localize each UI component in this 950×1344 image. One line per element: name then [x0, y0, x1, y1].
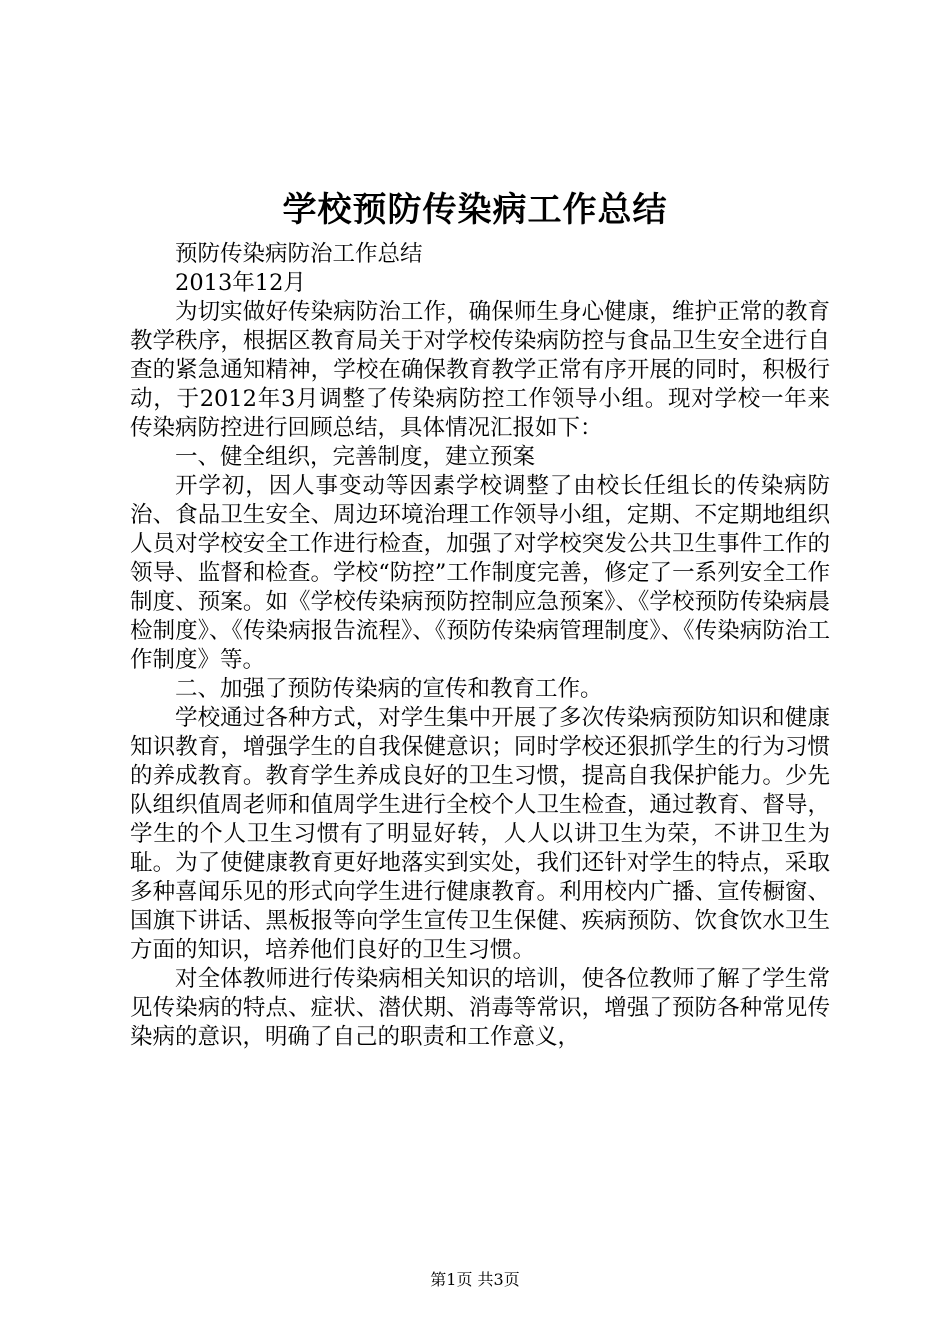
date-paragraph: 2013年12月 — [175, 270, 306, 296]
body-paragraph: 对全体教师进行传染病相关知识的培训，使各位教师了解了学生常见传染病的特点、症状、潜伏期、消毒等常识，增强了预防各种常见传染病的意识，明确了自己的职责和工作意义， — [130, 966, 830, 1050]
document-body — [130, 240, 830, 1052]
section-heading: 二、加强了预防传染病的宣传和教育工作。 — [175, 676, 603, 702]
body-paragraph: 学校通过各种方式，对学生集中开展了多次传染病预防知识和健康知识教育，增强学生的自我保健意识；同时学校还狠抓学生的行为习惯的养成教育。教育学生养成良好的卫生习惯，提高自我保护能力。少先队组织值周老师和值周学生进行全校个人卫生检查，通过教育、督导，学生的个人卫生习惯有了明显好转，人人以讲卫生为荣，不讲卫生为耻。为了使健康教育更好地落实到实处，我们还针对学生的特点，采取多种喜闻乐见的形式向学生进行健康教育。利用校内广播、宣传橱窗、国旗下讲话、黑板报等向学生宣传卫生保健、疾病预防、饮食饮水卫生方面的知识，培养他们良好的卫生习惯。 — [130, 705, 830, 963]
document-title: 学校预防传染病工作总结 — [282, 190, 668, 230]
body-paragraph: 开学初，因人事变动等因素学校调整了由校长任组长的传染病防治、食品卫生安全、周边环境治理工作领导小组，定期、不定期地组织人员对学校安全工作进行检查，加强了对学校突发公共卫生事件工作的领导、监督和检查。学校“防控”工作制度完善，修定了一系列安全工作制度、预案。如《学校传染病预防控制应急预案》、《学校预防传染病晨检制度》、《传染病报告流程》、《预防传染病管理制度》、《传染病防治工作制度》等。 — [130, 473, 830, 673]
page-indicator: 第1页 共3页 — [430, 1270, 520, 1289]
subtitle-paragraph: 预防传染病防治工作总结 — [175, 241, 423, 267]
section-heading: 一、健全组织，完善制度，建立预案 — [175, 444, 536, 470]
body-paragraph: 为切实做好传染病防治工作，确保师生身心健康，维护正常的教育教学秩序，根据区教育局关于对学校传染病防控与食品卫生安全进行自查的紧急通知精神，学校在确保教育教学正常有序开展的同时，积极行动，于2012年3月调整了传染病防控工作领导小组。现对学校一年来传染病防控进行回顾总结，具体情况汇报如下： — [130, 299, 830, 441]
